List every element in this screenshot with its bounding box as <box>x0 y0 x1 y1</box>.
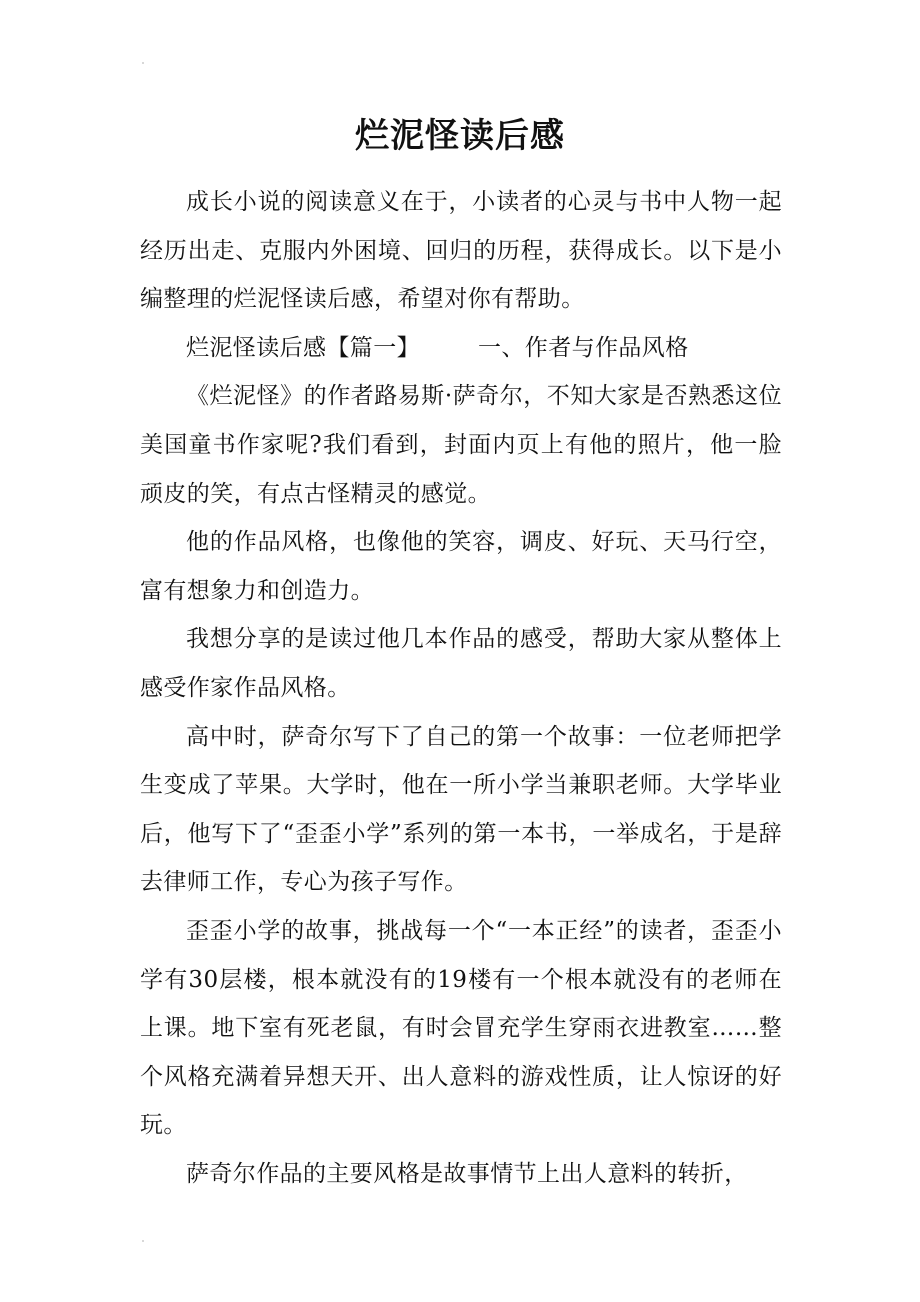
scan-speck <box>142 62 144 64</box>
section-heading-line <box>140 324 782 373</box>
paragraph: 歪歪小学的故事，挑战每一个“一本正经”的读者，歪歪小学有30层楼，根本就没有的19楼有一个根本就没有的老师在上课。地下室有死老鼠，有时会冒充学生穿雨衣进教室……整个风格充满着异想天开、出人意料的游戏性质，让人惊讶的好玩。 <box>140 917 782 1139</box>
subsection-heading: 一、作者与作品风格 <box>478 334 689 361</box>
section-heading: 烂泥怪读后感【篇一】 <box>186 334 420 361</box>
paragraph: 他的作品风格，也像他的笑容，调皮、好玩、天马行空，富有想象力和创造力。 <box>140 529 782 604</box>
paragraph: 萨奇尔作品的主要风格是故事情节上出人意料的转折， <box>186 1160 748 1187</box>
document-body <box>140 178 782 1198</box>
paragraph: 我想分享的是读过他几本作品的感受，帮助大家从整体上感受作家作品风格。 <box>140 626 782 701</box>
scan-speck <box>142 1240 144 1242</box>
paragraph: 高中时，萨奇尔写下了自己的第一个故事：一位老师把学生变成了苹果。大学时，他在一所小学当兼职老师。大学毕业后，他写下了“歪歪小学”系列的第一本书，一举成名，于是辞去律师工作，专心为孩子写作。 <box>140 723 782 896</box>
paragraph: 成长小说的阅读意义在于，小读者的心灵与书中人物一起经历出走、克服内外困境、回归的历程，获得成长。以下是小编整理的烂泥怪读后感，希望对你有帮助。 <box>140 189 782 313</box>
paragraph: 《烂泥怪》的作者路易斯·萨奇尔，不知大家是否熟悉这位美国童书作家呢?我们看到，封面内页上有他的照片，他一脸顽皮的笑，有点古怪精灵的感觉。 <box>140 383 782 507</box>
document-title: 烂泥怪读后感 <box>355 116 565 156</box>
